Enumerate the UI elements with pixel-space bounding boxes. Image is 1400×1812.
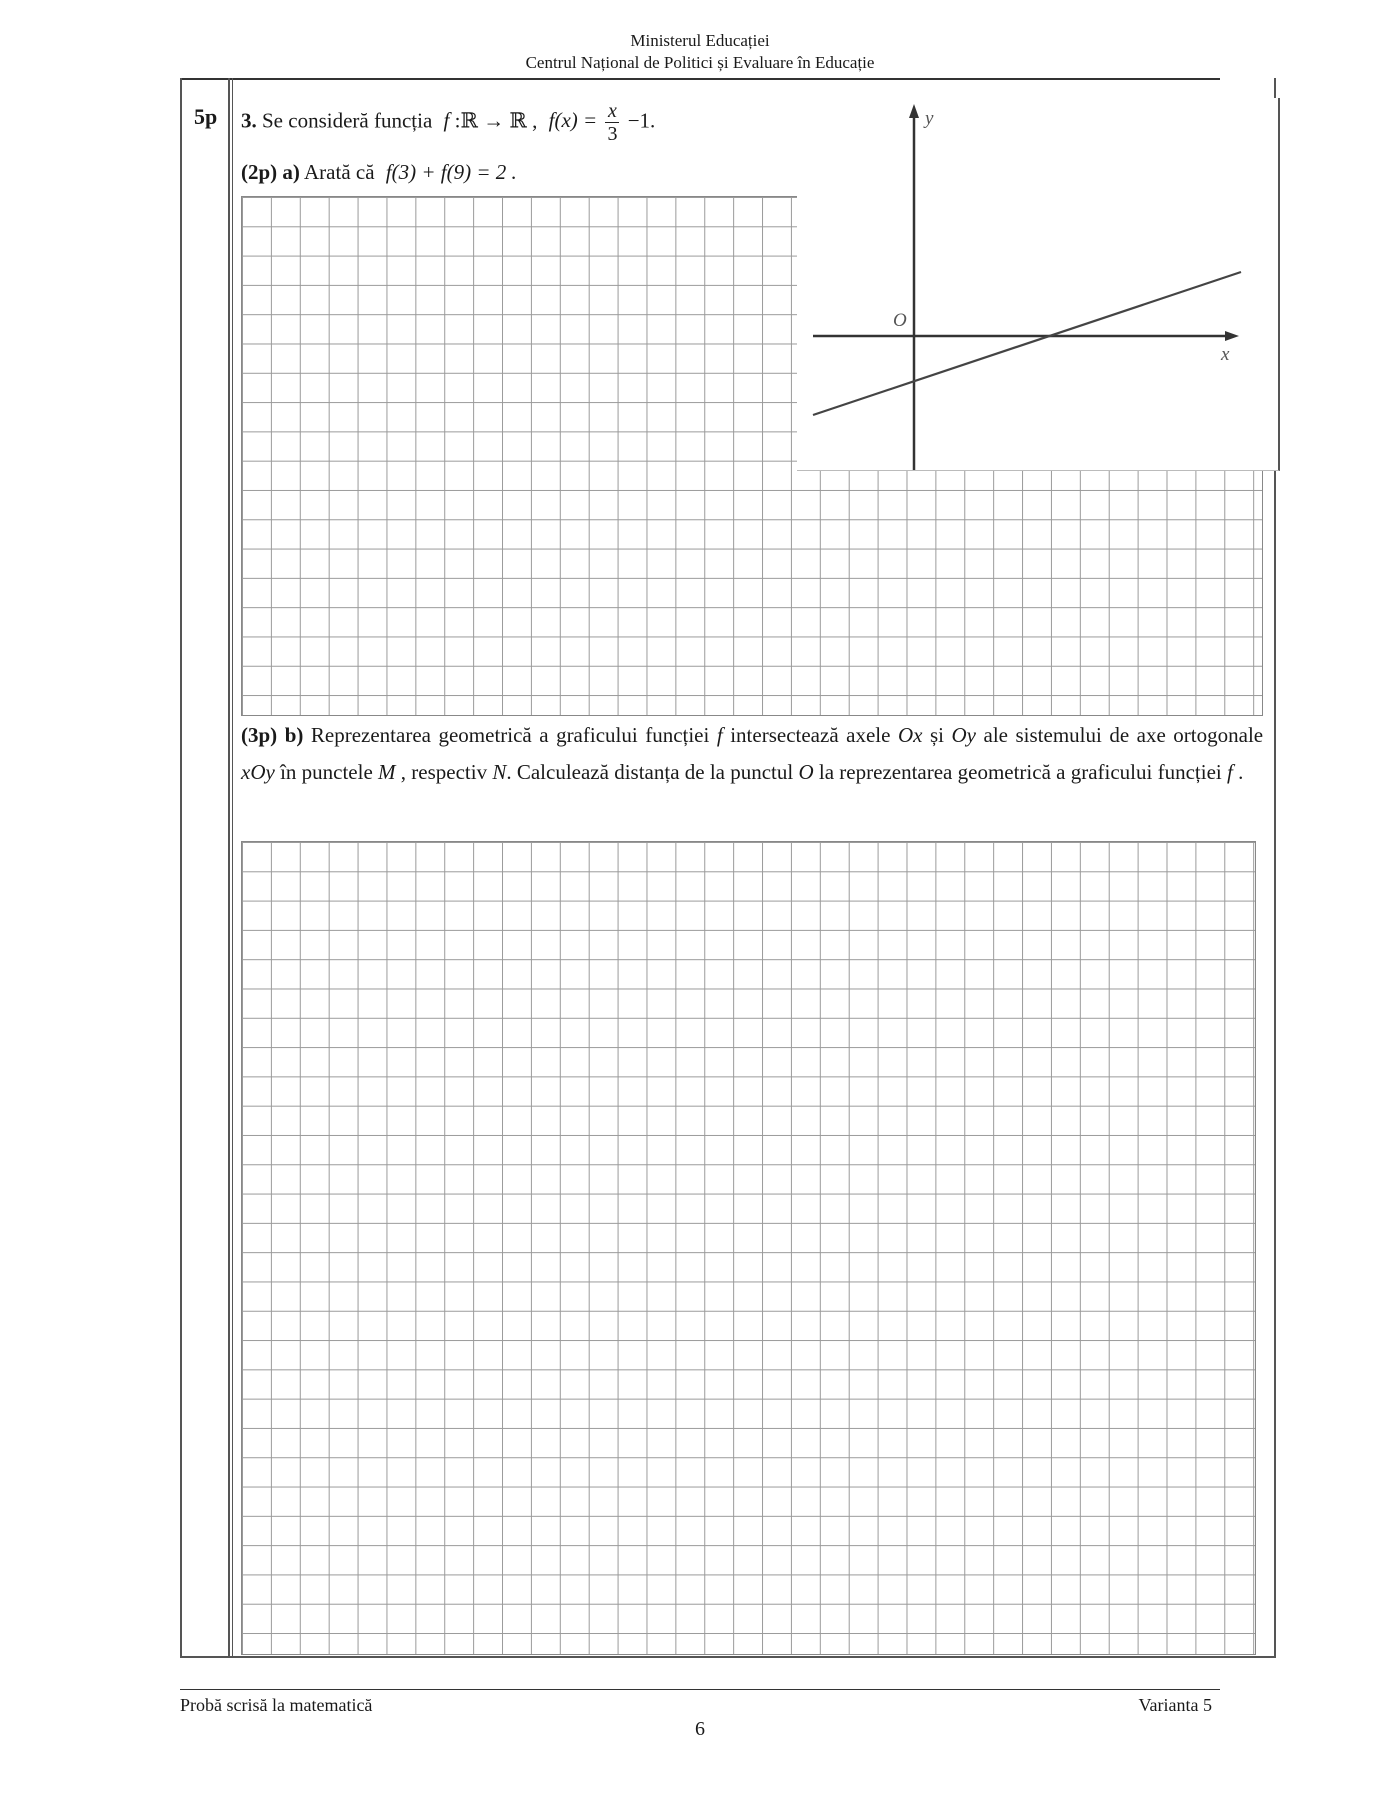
part-b-text-2: intersectează axele: [730, 723, 891, 747]
part-b-axis-ox: Ox: [897, 723, 923, 747]
graph-svg: [797, 98, 1278, 470]
answer-grid-b[interactable]: [241, 841, 1256, 1655]
page-number: 6: [695, 1718, 705, 1740]
part-a: [241, 160, 517, 185]
part-b-point-o: O: [798, 760, 814, 784]
page-header: [0, 30, 1400, 74]
part-b-point-n: N: [492, 760, 507, 784]
header-center: Centrul Național de Politici și Evaluare în Educație: [525, 53, 875, 72]
func-domain: :ℝ → ℝ ,: [454, 108, 538, 133]
part-a-text: Arată că: [304, 160, 375, 184]
header-ministry: Ministerul Educației: [630, 31, 770, 50]
problem-statement: [241, 100, 655, 145]
part-b-text-9: .: [1238, 760, 1244, 784]
part-b-text-6: , respectiv: [400, 760, 488, 784]
func-fraction: [605, 100, 619, 145]
part-b-text-8: la reprezentarea geometrică a graficului funcției: [818, 760, 1222, 784]
footer-rule: [180, 1689, 1220, 1690]
frame-divider: [228, 78, 233, 1656]
func-name: f: [443, 108, 450, 133]
footer-exam-title: Probă scrisă la matematică: [180, 1695, 373, 1715]
part-b: [241, 717, 1263, 791]
part-b-func-f: f: [716, 723, 723, 747]
y-axis-arrow-icon: [909, 104, 919, 118]
footer-variant: Varianta 5: [1138, 1695, 1212, 1715]
part-a-expression: f(3) + f(9) = 2 .: [385, 160, 517, 184]
part-b-func-f-2: f: [1227, 760, 1233, 784]
problem-points: 5p: [194, 104, 218, 129]
fraction-numerator: x: [605, 100, 619, 123]
func-expr-left: f(x) =: [548, 108, 598, 133]
part-b-axis-oy: Oy: [951, 723, 976, 747]
y-axis-label: y: [925, 108, 934, 129]
part-b-system-xoy: xOy: [241, 760, 275, 784]
part-b-text-1: Reprezentarea geometrică a graficului funcției: [310, 723, 710, 747]
part-b-point-m: M: [378, 760, 396, 784]
part-b-text-4: ale sistemului de axe ortogonale: [983, 723, 1264, 747]
x-axis-label: x: [1221, 344, 1230, 365]
function-graph: [797, 98, 1280, 471]
fraction-denominator: 3: [607, 123, 618, 145]
problem-number: 3.: [241, 108, 257, 133]
function-line: [813, 272, 1241, 415]
part-a-points: (2p): [241, 160, 278, 184]
part-b-points: (3p): [241, 723, 278, 747]
part-b-text-5: în punctele: [280, 760, 373, 784]
part-a-letter: a): [282, 160, 300, 184]
statement-text: Se consideră funcția: [262, 108, 433, 133]
x-axis-arrow-icon: [1225, 331, 1239, 341]
func-expr-right: −1.: [627, 108, 656, 133]
origin-label: O: [893, 310, 907, 331]
part-b-letter: b): [284, 723, 304, 747]
part-b-text-7: . Calculează distanța de la punctul: [506, 760, 794, 784]
part-b-text-3: și: [929, 723, 944, 747]
